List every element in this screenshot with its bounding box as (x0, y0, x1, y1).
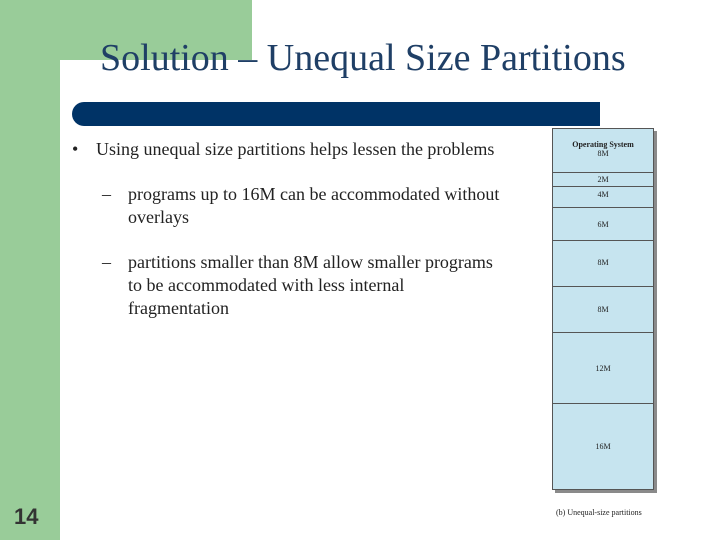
title-underline-bar (72, 102, 600, 126)
sub-bullet-text: partitions smaller than 8M allow smaller programs to be accommodated with less internal fragmentation (128, 252, 493, 318)
partition-size: 6M (597, 220, 609, 229)
partition-size: 12M (595, 364, 611, 373)
partition-block (553, 333, 653, 404)
slide-number: 14 (14, 504, 39, 529)
title-corner-curve (60, 60, 100, 100)
partition-size: 2M (597, 175, 609, 184)
bullet-item (72, 138, 502, 161)
slide-content (72, 138, 502, 342)
os-label: Operating System (572, 140, 634, 149)
sub-bullet-item (72, 183, 502, 229)
green-sidebar (0, 0, 60, 540)
memory-partition-diagram (552, 128, 654, 490)
os-size: 8M (597, 149, 609, 158)
sub-bullet-marker: – (102, 184, 111, 204)
partition-block (553, 187, 653, 208)
bullet-text: Using unequal size partitions helps lessen the problems (96, 139, 495, 159)
os-partition (553, 129, 653, 173)
sub-bullet-item (72, 251, 502, 320)
partition-block (553, 404, 653, 489)
sub-bullet-list (72, 183, 502, 320)
slide-title: Solution – Unequal Size Partitions (100, 37, 626, 79)
partition-size: 8M (597, 258, 609, 267)
partition-block (553, 241, 653, 287)
partition-block (553, 287, 653, 333)
partition-block (553, 173, 653, 187)
partition-block (553, 208, 653, 241)
sub-bullet-text: programs up to 16M can be accommodated without overlays (128, 184, 500, 227)
partition-size: 8M (597, 305, 609, 314)
bullet-marker: • (72, 139, 79, 159)
diagram-caption: (b) Unequal-size partitions (556, 508, 642, 517)
sub-bullet-marker: – (102, 252, 111, 272)
partition-size: 16M (595, 442, 611, 451)
partition-size: 4M (597, 190, 609, 199)
